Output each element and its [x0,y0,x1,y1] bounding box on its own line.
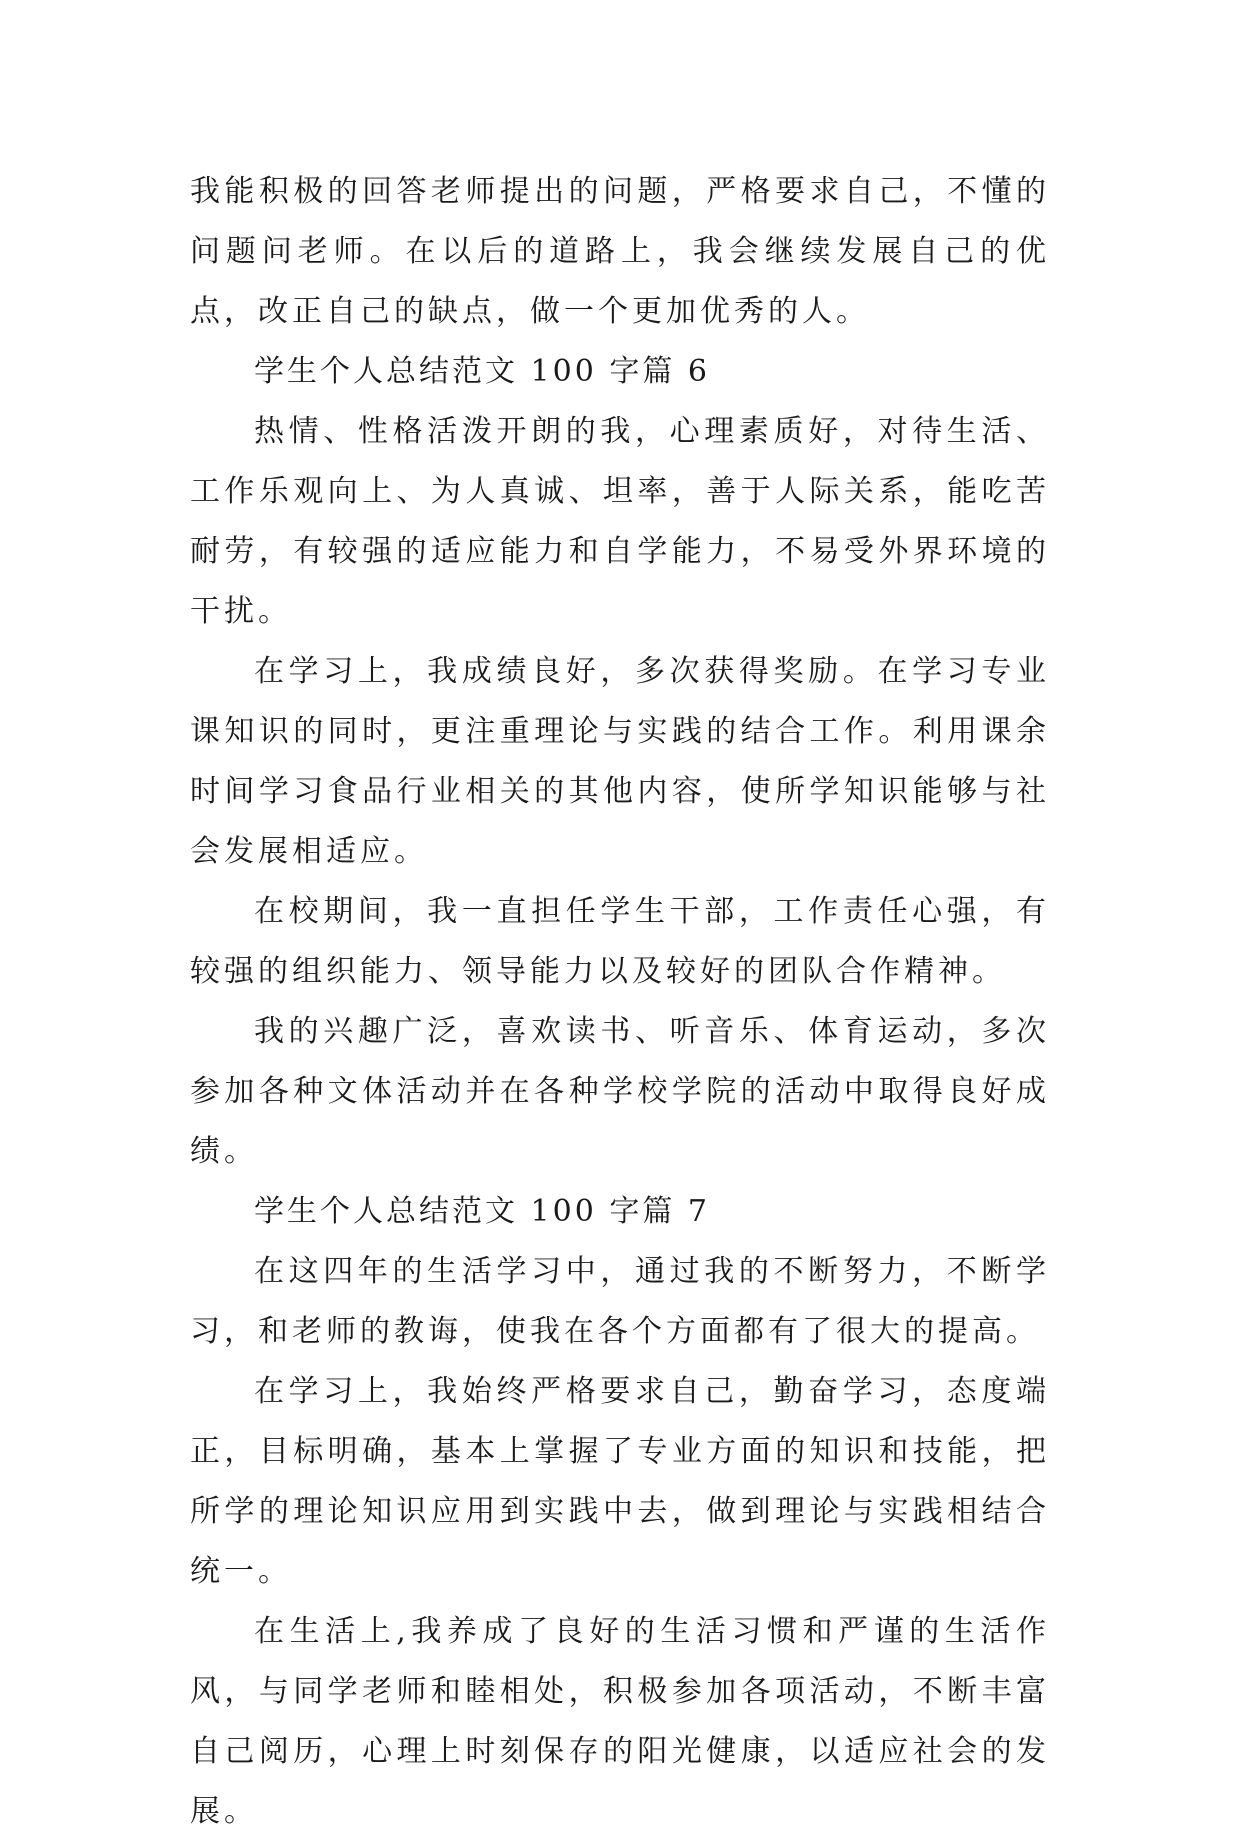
paragraph-study-attitude: 在学习上，我始终严格要求自己，勤奋学习，态度端正，目标明确，基本上掌握了专业方面的知识和技能，把所学的理论知识应用到实践中去，做到理论与实践相结合统一。 [190,1374,1050,1589]
paragraph-four-years: 在这四年的生活学习中，通过我的不断努力，不断学习，和老师的教诲，使我在各个方面都有了很大的提高。 [190,1254,1050,1349]
paragraph-study: 在学习上，我成绩良好，多次获得奖励。在学习专业课知识的同时，更注重理论与实践的结合工作。利用课余时间学习食品行业相关的其他内容，使所学知识能够与社会发展相适应。 [190,654,1050,869]
paragraph-school-leadership: 在校期间，我一直担任学生干部，工作责任心强，有较强的组织能力、领导能力以及较好的团队合作精神。 [190,894,1050,989]
paragraph-personality: 热情、性格活泼开朗的我，心理素质好，对待生活、工作乐观向上、为人真诚、坦率，善于人际关系，能吃苦耐劳，有较强的适应能力和自学能力，不易受外界环境的干扰。 [190,414,1050,629]
paragraph-continuation: 我能积极的回答老师提出的问题，严格要求自己，不懂的问题问老师。在以后的道路上，我会继续发展自己的优点，改正自己的缺点，做一个更加优秀的人。 [190,174,1050,329]
document-body [190,162,1050,1842]
paragraph-interests: 我的兴趣广泛，喜欢读书、听音乐、体育运动，多次参加各种文体活动并在各种学校学院的活动中取得良好成绩。 [190,1014,1050,1169]
section-heading-6: 学生个人总结范文 100 字篇 6 [254,354,710,389]
section-heading-7: 学生个人总结范文 100 字篇 7 [254,1194,710,1229]
paragraph-life: 在生活上,我养成了良好的生活习惯和严谨的生活作风，与同学老师和睦相处，积极参加各项活动，不断丰富自己阅历，心理上时刻保存的阳光健康，以适应社会的发展。 [190,1614,1050,1829]
